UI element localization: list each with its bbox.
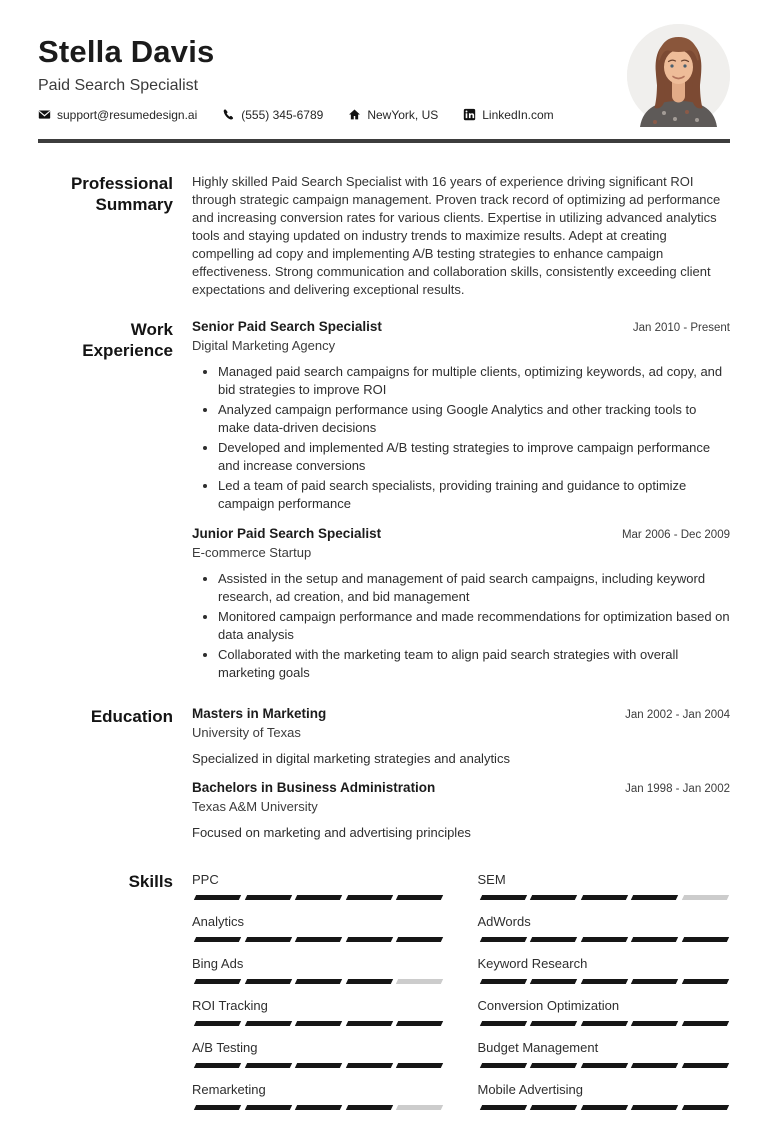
section-professional-summary (0, 173, 768, 299)
skill-bar-segment-filled (345, 1105, 392, 1110)
contact-item[interactable] (463, 108, 553, 122)
skill-level-bar (478, 1063, 731, 1068)
skill-bar-segment-filled (530, 979, 577, 984)
skill-bar-segment-filled (479, 937, 526, 942)
skill-name: Mobile Advertising (477, 1081, 583, 1097)
skill-bar-segment-filled (244, 895, 291, 900)
skill-item (478, 1039, 731, 1068)
degree-school: University of Texas (192, 724, 301, 740)
skill-bar-segment-filled (396, 1063, 443, 1068)
skill-bar-segment-filled (345, 1021, 392, 1026)
degree-dates: Jan 2002 - Jan 2004 (625, 708, 730, 721)
skill-level-bar (478, 979, 731, 984)
skill-bar-segment-empty (396, 1105, 443, 1110)
skill-bar-segment-filled (345, 937, 392, 942)
skill-bar-segment-filled (631, 895, 678, 900)
skill-name: Remarketing (192, 1081, 266, 1097)
contact-text: LinkedIn.com (482, 107, 554, 122)
bullet-item: • Developed and implemented A/B testing strategies to improve campaign performance and increase conversions (218, 439, 730, 475)
skill-name: AdWords (477, 913, 531, 929)
bullet-item: • Led a team of paid search specialists, providing training and guidance to optimize campaign performance (218, 477, 730, 513)
skill-bar-segment-filled (295, 979, 342, 984)
skill-item (478, 1081, 731, 1110)
skill-bar-segment-filled (631, 1063, 678, 1068)
skill-bar-segment-filled (580, 895, 627, 900)
skill-name: A/B Testing (192, 1039, 258, 1055)
skill-name: Conversion Optimization (477, 997, 620, 1013)
skill-bar-segment-filled (244, 937, 291, 942)
section-work-experience (0, 319, 768, 684)
skill-item (478, 955, 731, 984)
job-dates: Jan 2010 - Present (632, 321, 730, 334)
skill-name: Keyword Research (477, 955, 588, 971)
skill-bar-segment-filled (631, 937, 678, 942)
skill-bar-segment-filled (580, 937, 627, 942)
section-label-professional-summary: Professional Summary (70, 173, 173, 214)
skill-level-bar (192, 937, 445, 942)
avatar-illustration (627, 24, 730, 127)
job-title: Junior Paid Search Specialist (192, 525, 382, 541)
skill-item (478, 913, 731, 942)
skill-bar-segment-filled (631, 1021, 678, 1026)
skill-bar-segment-filled (194, 1063, 241, 1068)
skill-bar-segment-filled (396, 895, 443, 900)
job-bullet-list (192, 363, 730, 513)
home-icon (348, 108, 361, 121)
contact-item[interactable] (348, 108, 438, 122)
skill-bar-segment-filled (681, 1105, 728, 1110)
person-job-title: Paid Search Specialist (38, 76, 199, 94)
contact-text: NewYork, US (367, 107, 439, 122)
skill-item (192, 1081, 445, 1110)
skill-bar-segment-filled (244, 1063, 291, 1068)
work-entry (192, 526, 730, 682)
skill-name: Bing Ads (192, 955, 244, 971)
skill-bar-segment-filled (530, 1021, 577, 1026)
skill-bar-segment-filled (244, 979, 291, 984)
skill-bar-segment-filled (530, 1063, 577, 1068)
section-label-skills: Skills (128, 871, 173, 891)
person-name: Stella Davis (38, 34, 215, 69)
education-entry (192, 706, 730, 767)
work-entry (192, 319, 730, 513)
work-entries (192, 319, 730, 684)
skill-level-bar (192, 1105, 445, 1110)
skill-level-bar (192, 895, 445, 900)
skill-bar-segment-filled (295, 1063, 342, 1068)
skill-item (192, 913, 445, 942)
job-title: Senior Paid Search Specialist (192, 318, 382, 334)
bullet-item: • Assisted in the setup and management of paid search campaigns, including keyword research, ad creation, and bid management (218, 570, 730, 606)
skill-name: ROI Tracking (192, 997, 268, 1013)
skill-bar-segment-empty (396, 979, 443, 984)
education-entry (192, 780, 730, 841)
skill-bar-segment-filled (479, 895, 526, 900)
skill-level-bar (478, 1105, 731, 1110)
section-education (0, 706, 768, 841)
degree-description: Specialized in digital marketing strategies and analytics (192, 750, 510, 766)
skill-level-bar (478, 1021, 731, 1026)
skill-level-bar (192, 1021, 445, 1026)
summary-text: Highly skilled Paid Search Specialist with 16 years of experience driving significant ROI through strategic campaign management. Proven track record of optimizing ad performance and increasing conversion rates for various clients. Expertise in utilizing advanced analytics tools and staying updated on industry trends to maximize results. Adept at creating compelling ad copy and implementing A/B testing strategies to enhance campaign effectiveness. Strong communication and collaboration skills, consistently exceeding client expectations and delivering exceptional results. (192, 173, 721, 297)
skill-bar-segment-filled (194, 895, 241, 900)
skill-bar-segment-filled (681, 979, 728, 984)
skill-bar-segment-filled (479, 1021, 526, 1026)
skill-bar-segment-filled (530, 1105, 577, 1110)
bullet-item: • Collaborated with the marketing team to align paid search strategies with overall marketing goals (218, 646, 730, 682)
skill-name: PPC (192, 871, 219, 887)
skill-item (192, 871, 445, 900)
skill-bar-segment-filled (295, 1021, 342, 1026)
contact-item[interactable] (222, 108, 323, 122)
job-company: Digital Marketing Agency (192, 337, 336, 353)
skills-grid (192, 871, 730, 1123)
profile-photo (627, 24, 730, 127)
skill-bar-segment-filled (479, 1105, 526, 1110)
contact-text: (555) 345-6789 (241, 107, 324, 122)
skill-bar-segment-filled (295, 895, 342, 900)
skill-bar-segment-filled (194, 937, 241, 942)
bullet-item: • Managed paid search campaigns for multiple clients, optimizing keywords, ad copy, and bid strategies to improve ROI (218, 363, 730, 399)
skill-bar-segment-filled (194, 1105, 241, 1110)
degree-description: Focused on marketing and advertising principles (192, 824, 471, 840)
skill-level-bar (192, 979, 445, 984)
linkedin-icon (463, 108, 476, 121)
skill-name: Analytics (192, 913, 245, 929)
skill-bar-segment-filled (479, 979, 526, 984)
skill-bar-segment-filled (580, 979, 627, 984)
skill-bar-segment-filled (530, 895, 577, 900)
email-icon (38, 108, 51, 121)
skill-bar-segment-filled (681, 1021, 728, 1026)
skill-bar-segment-filled (345, 895, 392, 900)
job-bullet-list (192, 570, 730, 682)
degree-school: Texas A&M University (192, 798, 318, 814)
header (0, 0, 768, 122)
section-skills (0, 871, 768, 1123)
skill-bar-segment-filled (580, 1021, 627, 1026)
skill-bar-segment-filled (580, 1063, 627, 1068)
skill-level-bar (478, 937, 731, 942)
skill-bar-segment-filled (295, 937, 342, 942)
skills-column (192, 871, 445, 1123)
skill-bar-segment-empty (681, 895, 728, 900)
contact-text: support@resumedesign.ai (57, 107, 198, 122)
skill-bar-segment-filled (194, 979, 241, 984)
skill-item (192, 997, 445, 1026)
skill-bar-segment-filled (244, 1105, 291, 1110)
skill-bar-segment-filled (244, 1021, 291, 1026)
degree-dates: Jan 1998 - Jan 2002 (625, 782, 730, 795)
skill-bar-segment-filled (631, 979, 678, 984)
header-divider (38, 139, 730, 143)
skill-item (478, 871, 731, 900)
skill-bar-segment-filled (345, 1063, 392, 1068)
degree-title: Bachelors in Business Administration (192, 779, 436, 795)
skill-bar-segment-filled (631, 1105, 678, 1110)
skill-name: SEM (477, 871, 506, 887)
skill-bar-segment-filled (295, 1105, 342, 1110)
bullet-item: • Monitored campaign performance and made recommendations for optimization based on data analysis (218, 608, 730, 644)
section-label-education: Education (90, 706, 173, 726)
skill-bar-segment-filled (345, 979, 392, 984)
skill-bar-segment-filled (580, 1105, 627, 1110)
phone-icon (222, 108, 235, 121)
skill-bar-segment-filled (194, 1021, 241, 1026)
section-label-work-experience: Work Experience (82, 319, 173, 360)
job-company: E-commerce Startup (192, 544, 312, 560)
skill-level-bar (478, 895, 731, 900)
skill-item (192, 1039, 445, 1068)
skill-bar-segment-filled (396, 937, 443, 942)
education-entries (192, 706, 730, 841)
skills-column (478, 871, 731, 1123)
skill-bar-segment-filled (681, 1063, 728, 1068)
skill-bar-segment-filled (681, 937, 728, 942)
degree-title: Masters in Marketing (192, 705, 327, 721)
skill-item (478, 997, 731, 1026)
job-dates: Mar 2006 - Dec 2009 (621, 528, 730, 541)
skill-item (192, 955, 445, 984)
skill-bar-segment-filled (396, 1021, 443, 1026)
skill-bar-segment-filled (530, 937, 577, 942)
skill-bar-segment-filled (479, 1063, 526, 1068)
skill-name: Budget Management (477, 1039, 599, 1055)
skill-level-bar (192, 1063, 445, 1068)
contact-item[interactable] (38, 108, 197, 122)
bullet-item: • Analyzed campaign performance using Google Analytics and other tracking tools to make data-driven decisions (218, 401, 730, 437)
